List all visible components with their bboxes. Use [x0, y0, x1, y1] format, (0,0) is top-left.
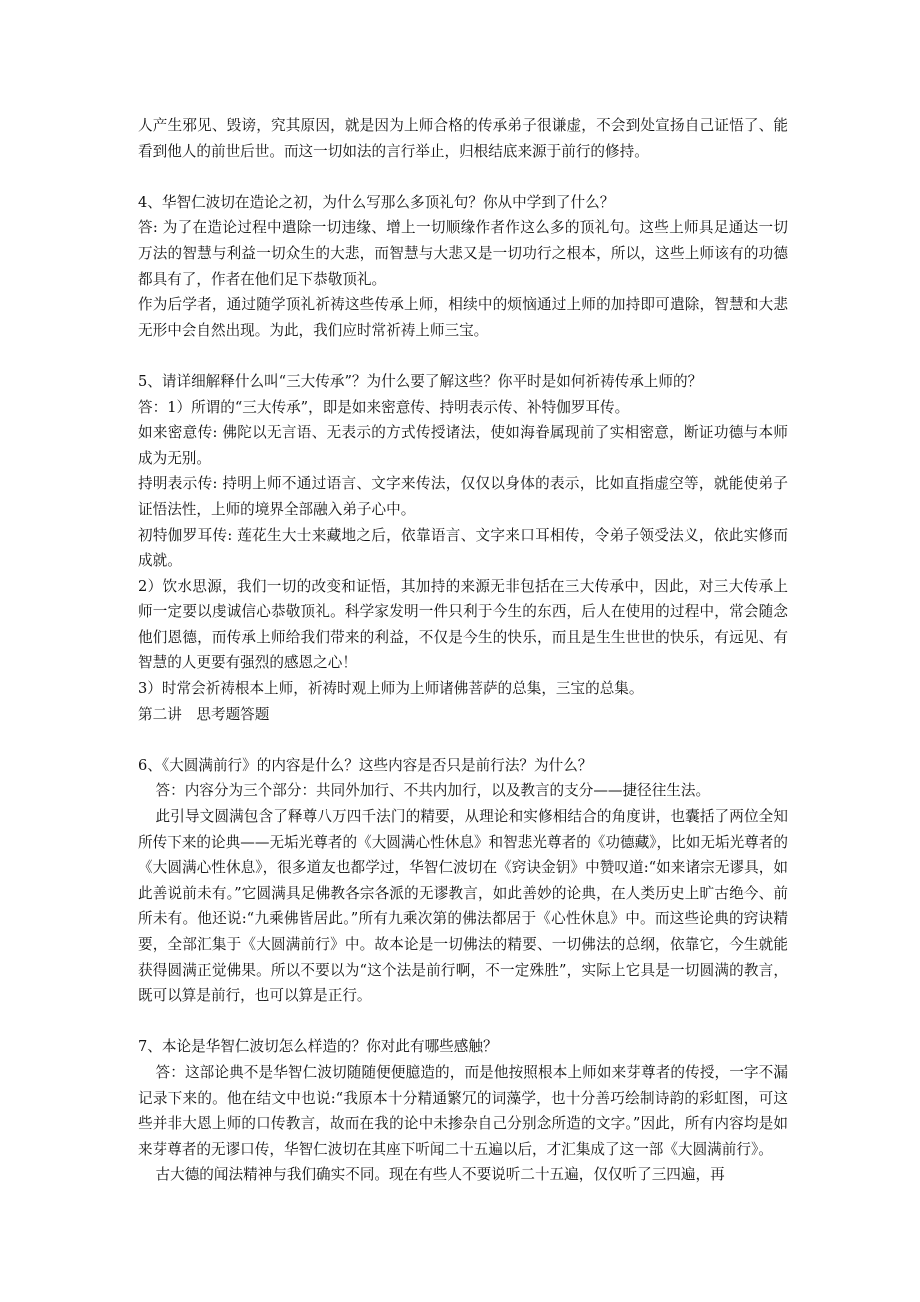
paragraph: 作为后学者，通过随学顶礼祈祷这些传承上师，相续中的烦恼通过上师的加持即可遣除，智慧和大悲无形中会自然出现。为此，我们应时常祈祷上师三宝。 — [138, 296, 788, 339]
paragraph: 持明表示传: 持明上师不通过语言、文字来传法，仅仅以身体的表示，比如直指虚空等，就能使弟子证悟法性，上师的境界全部融入弟子心中。 — [138, 475, 788, 518]
paragraph-gap — [138, 343, 788, 369]
paragraph: 人产生邪见、毁谤，究其原因，就是因为上师合格的传承弟子很谦虚，不会到处宣扬自己证悟了、能看到他人的前世后世。而这一切如法的言行举止，归根结底来源于前行的修持。 — [138, 117, 788, 160]
question-heading: 4、华智仁波切在造论之初，为什么写那么多顶礼句？你从中学到了什么？ — [138, 193, 615, 211]
paragraph: 古大德的闻法精神与我们确实不同。现在有些人不要说听二十五遍，仅仅听了三四遍，再 — [155, 1166, 725, 1184]
answer-paragraph: 答：1）所谓的“三大传承”，即是如来密意传、持明表示传、补特伽罗耳传。 — [138, 398, 630, 416]
answer-paragraph: 答：内容分为三个部分：共同外加行、不共内加行，以及教言的支分——捷径往生法。 — [155, 782, 711, 800]
section-heading: 第二讲 思考题答题 — [138, 705, 270, 723]
paragraph-gap — [138, 1009, 788, 1035]
answer-paragraph: 答：这部论典不是华智仁波切随随便便臆造的，而是他按照根本上师如来芽尊者的传授，一字不漏记录下来的。他在结文中也说:“我原本十分精通繁冗的词藻学，也十分善巧绘制诗韵的彩虹图，可这些并非大恩上师的口传教言，故而在我的论中未掺杂自己分别念所造的文字。”因此，所有内容均是如来芽尊者的无谬口传，华智仁波切在其座下听闻二十五遍以后，才汇集成了这一部《大圆满前行》。 — [138, 1063, 788, 1158]
paragraph-gap — [138, 727, 788, 753]
question-heading: 6、《大圆满前行》的内容是什么？这些内容是否只是前行法？为什么？ — [138, 756, 593, 774]
paragraph: 如来密意传: 佛陀以无言语、无表示的方式传授诸法，使如海眷属现前了实相密意，断证功德与本师成为无别。 — [138, 424, 788, 467]
paragraph: 2）饮水思源，我们一切的改变和证悟，其加持的来源无非包括在三大传承中，因此，对三大传承上师一定要以虔诚信心恭敬顶礼。科学家发明一件只利于今生的东西，后人在使用的过程中，常会随念他们恩德，而传承上师给我们带来的利益，不仅是今生的快乐，而且是生生世世的快乐，有远见、有智慧的人更要有强烈的感恩之心！ — [138, 577, 788, 672]
paragraph: 此引导文圆满包含了释尊八万四千法门的精要，从理论和实修相结合的角度讲，也囊括了两位全知所传下来的论典——无垢光尊者的《大圆满心性休息》和智悲光尊者的《功德藏》，比如无垢光尊者的《大圆满心性休息》，很多道友也都学过，华智仁波切在《窍诀金钥》中赞叹道:“如来诸宗无谬具，如此善说前未有。”它圆满具足佛教各宗各派的无谬教言，如此善妙的论典，在人类历史上旷古绝今、前所未有。他还说:“九乘佛皆居此。”所有九乘次第的佛法都居于《心性休息》中。而这些论典的窍诀精要，全部汇集于《大圆满前行》中。故本论是一切佛法的精要、一切佛法的总纲，依靠它，今生就能获得圆满正觉佛果。所以不要以为“这个法是前行啊，不一定殊胜”，实际上它具是一切圆满的教言，既可以算是前行，也可以算是正行。 — [138, 808, 788, 1005]
paragraph: 初特伽罗耳传: 莲花生大士来藏地之后，依靠语言、文字来口耳相传，令弟子领受法义，依此实修而成就。 — [138, 526, 788, 570]
paragraph: 3）时常会祈祷根本上师，祈祷时观上师为上师诸佛菩萨的总集，三宝的总集。 — [138, 680, 644, 698]
question-heading: 5、请详细解释什么叫“三大传承”？为什么要了解这些？你平时是如何祈祷传承上师的？ — [138, 372, 703, 390]
question-heading: 7、本论是华智仁波切怎么样造的？你对此有哪些感触？ — [138, 1038, 498, 1056]
answer-paragraph: 答: 为了在造论过程中遣除一切违缘、增上一切顺缘作者作这么多的顶礼句。这些上师具足通达一切万法的智慧与利益一切众生的大悲，而智慧与大悲又是一切功行之根本，所以，这些上师该有的功德都具有了，作者在他们足下恭敬顶礼。 — [138, 219, 788, 288]
document-body — [138, 113, 788, 1188]
paragraph-gap — [138, 164, 788, 190]
